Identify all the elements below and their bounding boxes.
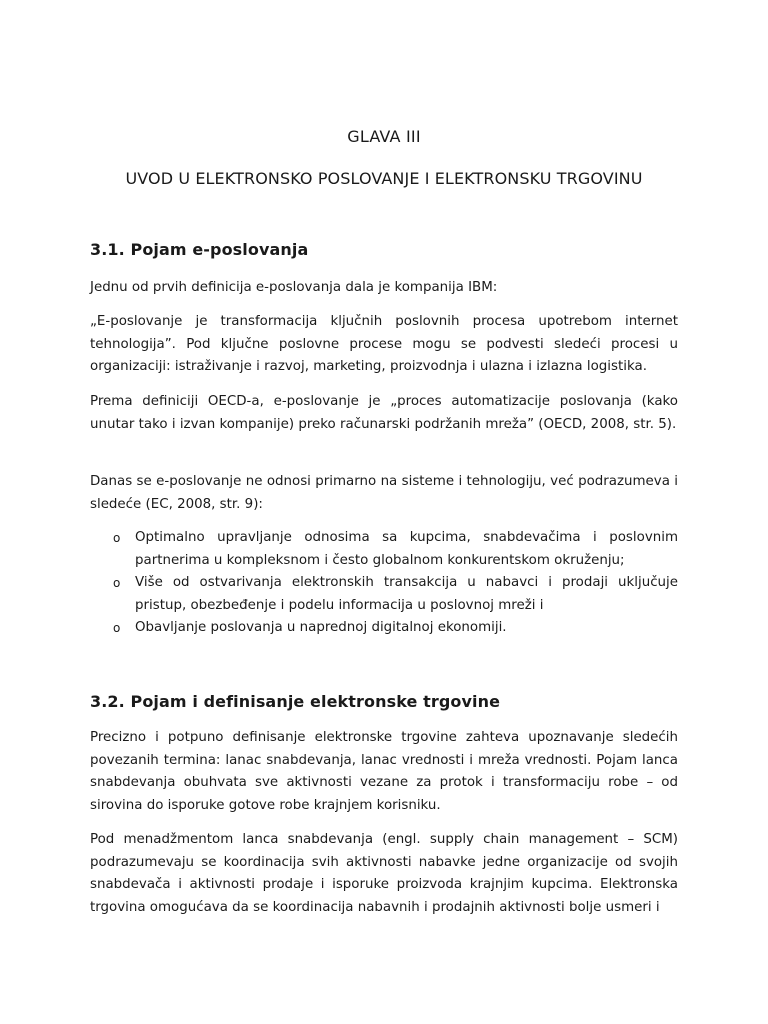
paragraph: Precizno i potpuno definisanje elektronske trgovine zahteva upoznavanje sledećih povezanih termina: lanac snabdevanja, lanac vrednosti i mreža vrednosti. Pojam lanca snabdevanja obuhvata sve aktivnosti vezane za protok i transformaciju robe – od sirovina do isporuke gotove robe krajnjem korisniku.	[90, 730, 678, 813]
paragraph: Prema definiciji OECD-a, e-poslovanje je „proces automatizacije poslovanja (kako unutar tako i izvan kompanije) preko računarski podržanih mreža” (OECD, 2008, str. 5).	[90, 394, 678, 432]
list-item-text: Obavljanje poslovanja u naprednoj digitalnoj ekonomiji.	[135, 620, 507, 635]
bullet-marker: o	[113, 531, 121, 545]
bullet-list	[90, 527, 678, 640]
list-item-text: Više od ostvarivanja elektronskih transakcija u nabavci i prodaji uključuje pristup, obezbeđenje i podelu informacija u poslovnoj mreži i	[135, 575, 678, 613]
list-item	[90, 527, 678, 572]
chapter-subtitle: UVOD U ELEKTRONSKO POSLOVANJE I ELEKTRONSKU TRGOVINU	[125, 169, 643, 188]
list-item	[90, 572, 678, 617]
paragraph: „E-poslovanje je transformacija ključnih poslovnih procesa upotrebom internet tehnologija”. Pod ključne poslovne procese mogu se podvesti sledeći procesi u organizaciji: istraživanje i razvoj, marketing, proizvodnja i ulazna i izlazna logistika.	[90, 314, 678, 374]
paragraph: Pod menadžmentom lanca snabdevanja (engl. supply chain management – SCM) podrazumevaju se koordinacija svih aktivnosti nabavke jedne organizacije od svojih snabdevača i aktivnosti prodaje i isporuke proizvoda krajnjim kupcima. Elektronska trgovina omogućava da se koordinacija nabavnih i prodajnih aktivnosti bolje usmeri i	[90, 832, 678, 915]
chapter-title: GLAVA III	[347, 127, 421, 146]
section-heading-3-1: 3.1. Pojam e-poslovanja	[90, 240, 309, 259]
paragraph: Danas se e-poslovanje ne odnosi primarno na sisteme i tehnologiju, već podrazumeva i sledeće (EC, 2008, str. 9):	[90, 474, 678, 512]
list-item	[90, 617, 678, 640]
bullet-marker: o	[113, 621, 121, 635]
section-heading-3-2: 3.2. Pojam i definisanje elektronske trgovine	[90, 692, 501, 711]
paragraph: Jednu od prvih definicija e-poslovanja dala je kompanija IBM:	[90, 280, 498, 295]
bullet-marker: o	[113, 576, 121, 590]
list-item-text: Optimalno upravljanje odnosima sa kupcima, snabdevačima i poslovnim partnerima u kompleksnom i često globalnom konkurentskom okruženju;	[135, 530, 678, 568]
